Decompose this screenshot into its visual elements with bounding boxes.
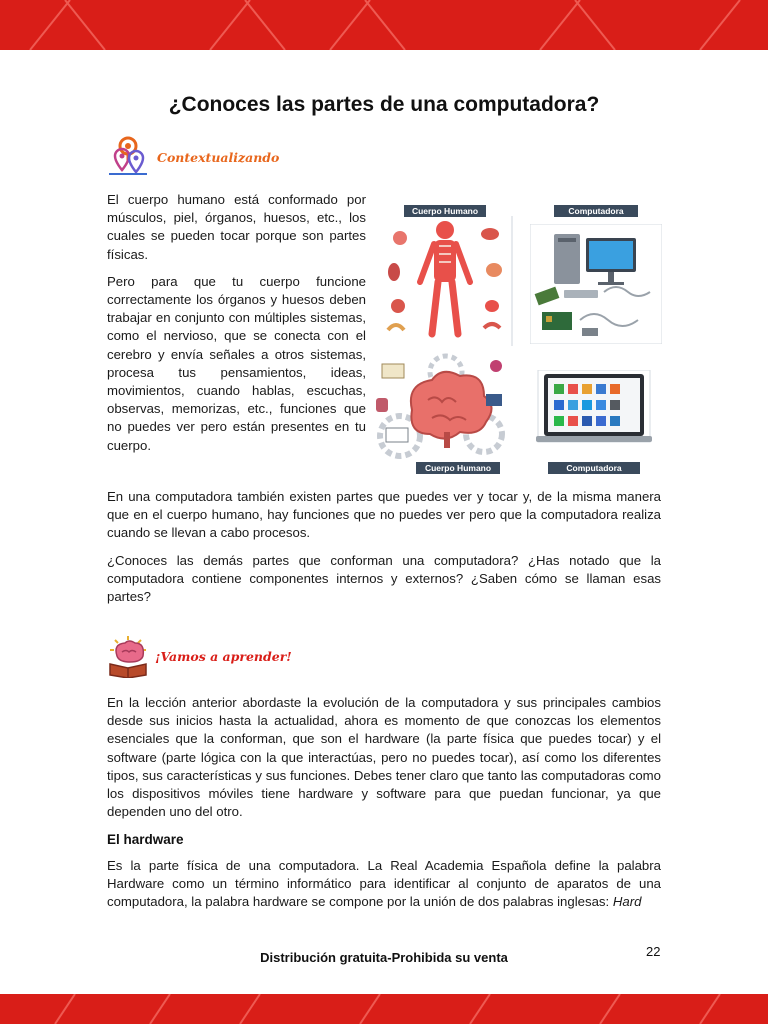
footer-band (0, 994, 768, 1024)
lesson-text (107, 694, 661, 821)
intro-paragraph-1: El cuerpo humano está conformado por músculos, piel, órganos, huesos, etc., los cuales se pueden tocar porque son partes físicas. (107, 192, 366, 262)
figure-tag-body-top: Cuerpo Humano (404, 205, 486, 217)
context-paragraph-1: En una computadora también existen partes que puedes ver y tocar y, de la misma manera que en el cuerpo humano, hay funciones que no puedes ver pero que la computadora realiza cuando se llevan a cabo procesos. (107, 489, 661, 541)
hardware-italic-word: Hard (612, 894, 642, 910)
figure-tag-computer-bottom: Computadora (548, 462, 640, 474)
context-text (107, 488, 661, 615)
laptop-software-illustration (534, 370, 654, 452)
brain-book-icon (107, 634, 149, 678)
page-number: 22 (646, 944, 661, 959)
figure-tag-body-bottom: Cuerpo Humano (416, 462, 500, 474)
page-title: ¿Conoces las partes de una computadora? (168, 93, 600, 116)
section-vamos-a-aprender (107, 634, 292, 678)
computer-hardware-illustration (530, 224, 662, 344)
intro-paragraph-2: Pero para que tu cuerpo funcione correctamente los órganos y huesos deben trabajar en conjunto con múltiples sistemas, como el nervioso, que se conecta con el cerebro y envía señales a otros sistemas, procesa tus pensamientos, ideas, movimientos, cuando hablas, escuchas, observas, memorizas, etc., funciones que no puedes ver pero están presentes en tu cuerpo. (107, 273, 366, 453)
section-contextualizando (105, 134, 279, 180)
figure-tag-computer-top: Computadora (554, 205, 638, 217)
body-vs-computer-figure (372, 200, 672, 480)
hardware-paragraph-body: Es la parte física de una computadora. La Real Academia Española define la palabra Hardware como un término informático para identificar al conjunto de aparatos de una computadora, la palabra hardware se compone por la unión de dos palabras inglesas: (107, 858, 661, 910)
human-body-illustration (372, 216, 520, 346)
hardware-heading: El hardware (107, 832, 184, 847)
map-pin-icon (105, 134, 151, 180)
hardware-text (107, 857, 661, 912)
hardware-paragraph (107, 857, 661, 912)
section-label: ¡Vamos a aprender! (155, 648, 292, 664)
lesson-paragraph: En la lección anterior abordaste la evolución de la computadora y sus principales cambios desde sus inicios hasta la actualidad, ahora es momento de que conozcas los elementos esenciales que la conforman, que son el hardware (la parte física que puedes tocar) y el software (parte lógica con la que interactúas, pero no puedes tocar), así como los diferentes tipos, sus características y sus funciones. Debes tener claro que tanto las computadoras como los dispositivos móviles tiene hardware y software para que puedan funcionar, ya que dependen uno del otro. (107, 695, 661, 820)
context-paragraph-2: ¿Conoces las demás partes que conforman una computadora? ¿Has notado que la computadora contiene componentes internos y externos? ¿Saben cómo se llaman esas partes? (107, 552, 661, 605)
footer-text: Distribución gratuita-Prohibida su venta (260, 950, 508, 965)
section-label: Contextualizando (157, 149, 280, 165)
intro-text (107, 191, 366, 455)
brain-illustration (372, 352, 520, 468)
header-band (0, 0, 768, 50)
